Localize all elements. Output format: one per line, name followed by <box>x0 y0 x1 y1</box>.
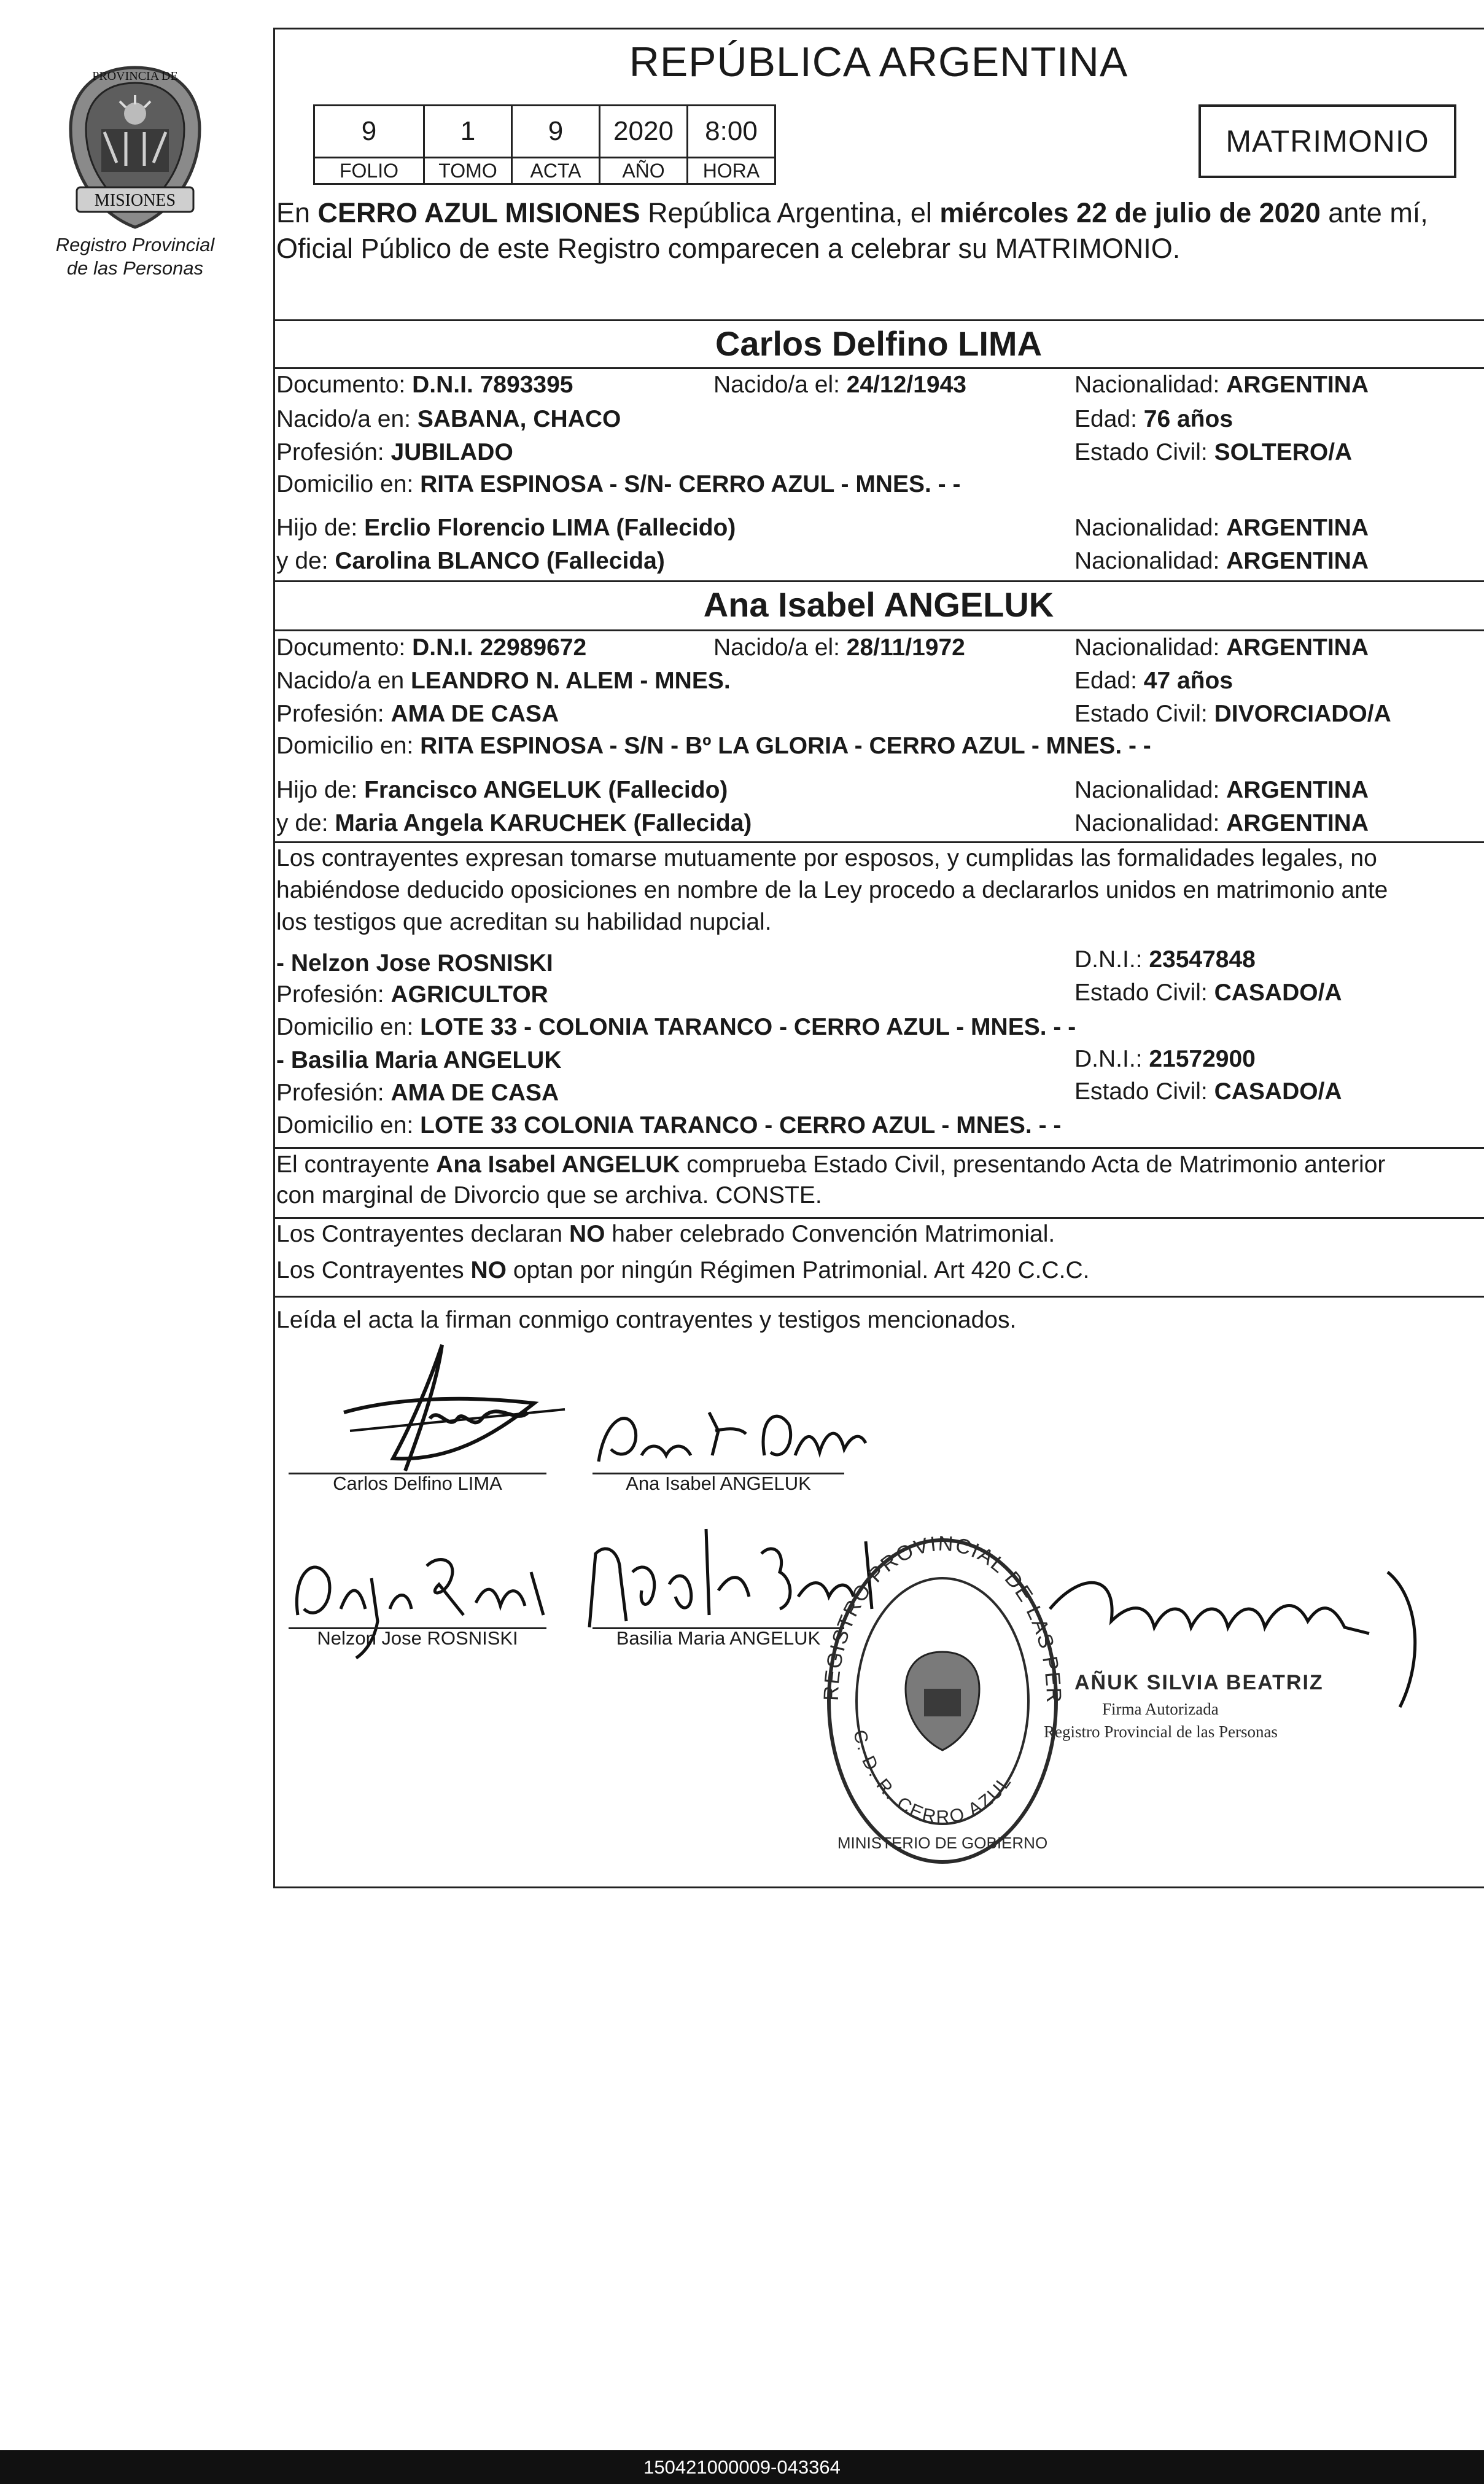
witness2-civil: Estado Civil: CASADO/A <box>1074 1078 1342 1105</box>
closing-text: Leída el acta la firman conmigo contrayentes y testigos mencionados. <box>276 1307 1017 1333</box>
spouse2-born: Nacido/a el: 28/11/1972 <box>713 634 965 661</box>
tomo-label: TOMO <box>424 158 512 184</box>
spouse2-father: Hijo de: Francisco ANGELUK (Fallecido) <box>276 777 728 803</box>
act-type-box: MATRIMONIO <box>1198 104 1456 178</box>
acta-label: ACTA <box>512 158 600 184</box>
stamp-inner-text: C. D. R. CERRO AZUL <box>849 1727 1016 1828</box>
stamp-official-role: Firma Autorizada <box>1102 1700 1219 1718</box>
declaration-line2: habiéndose deducido oposiciones en nombre de la Ley procedo a declararlos unidos en matrimonio ante <box>276 877 1388 903</box>
seal-caption-line1: Registro Provincial <box>55 234 215 255</box>
stamp-bottom-text: MINISTERIO DE GOBIERNO <box>837 1834 1048 1852</box>
intro-place: CERRO AZUL MISIONES <box>317 197 640 228</box>
intro-line2: Oficial Público de este Registro comparecen a celebrar su MATRIMONIO. <box>276 233 1181 264</box>
spouse2-prof: Profesión: AMA DE CASA <box>276 701 559 727</box>
spouse1-born: Nacido/a el: 24/12/1943 <box>713 372 966 398</box>
signature-ana <box>586 1394 881 1480</box>
spouse1-birthplace: Nacido/a en: SABANA, CHACO <box>276 406 621 432</box>
hora-label: HORA <box>688 158 775 184</box>
spouse1-nat: Nacionalidad: ARGENTINA <box>1074 372 1369 398</box>
divider <box>273 319 1484 321</box>
seal-caption <box>25 233 246 280</box>
folio-label: FOLIO <box>314 158 424 184</box>
registry-table <box>313 104 776 185</box>
spouse1-doc: Documento: D.N.I. 7893395 <box>276 372 573 398</box>
footer-code: 150421000009-043364 <box>0 2450 1484 2484</box>
signature-label-ana: Ana Isabel ANGELUK <box>626 1473 811 1494</box>
anio-label: AÑO <box>600 158 688 184</box>
divider <box>273 629 1484 631</box>
spouse1-name: Carlos Delfino LIMA <box>715 324 1043 363</box>
spouse2-birthplace: Nacido/a en LEANDRO N. ALEM - MNES. <box>276 668 731 694</box>
declaration-line1: Los contrayentes expresan tomarse mutuamente por esposos, y cumplidas las formalidades legales, no <box>276 845 1377 871</box>
divider <box>273 1296 1484 1298</box>
spouse1-prof: Profesión: JUBILADO <box>276 439 513 465</box>
signature-carlos <box>332 1333 589 1480</box>
intro-line1: En CERRO AZUL MISIONES República Argentina, el miércoles 22 de julio de 2020 ante mí, <box>276 197 1428 228</box>
seal-ring-top: PROVINCIA DE <box>92 69 178 83</box>
spouse2-civil: Estado Civil: DIVORCIADO/A <box>1074 701 1391 727</box>
spouse2-father-nat: Nacionalidad: ARGENTINA <box>1074 777 1369 803</box>
witness1-dni: D.N.I.: 23547848 <box>1074 946 1256 973</box>
spouse2-age: Edad: 47 años <box>1074 668 1233 694</box>
witness1-civil: Estado Civil: CASADO/A <box>1074 979 1342 1006</box>
divider <box>273 1147 1484 1149</box>
intro-date: miércoles 22 de julio de 2020 <box>939 197 1321 228</box>
province-seal-emblem <box>58 61 212 233</box>
official-stamp <box>795 1511 1081 1873</box>
declaration-line3: los testigos que acreditan su habilidad nupcial. <box>276 909 772 935</box>
spouse2-name: Ana Isabel ANGELUK <box>703 585 1054 624</box>
folio-value: 9 <box>314 106 424 158</box>
witness2-domicile: Domicilio en: LOTE 33 COLONIA TARANCO - CERRO AZUL - MNES. - - <box>276 1112 1062 1139</box>
anio-value: 2020 <box>600 106 688 158</box>
convention-line2: Los Contrayentes NO optan por ningún Régimen Patrimonial. Art 420 C.C.C. <box>276 1257 1090 1283</box>
divider <box>273 580 1484 582</box>
witness1-domicile: Domicilio en: LOTE 33 - COLONIA TARANCO - CERRO AZUL - MNES. - - <box>276 1014 1076 1040</box>
spouse2-doc: Documento: D.N.I. 22989672 <box>276 634 587 661</box>
spouse1-father-nat: Nacionalidad: ARGENTINA <box>1074 515 1369 541</box>
spouse1-mother: y de: Carolina BLANCO (Fallecida) <box>276 548 665 574</box>
witness1-prof: Profesión: AGRICULTOR <box>276 981 548 1008</box>
spouse1-domicile: Domicilio en: RITA ESPINOSA - S/N- CERRO AZUL - MNES. - - <box>276 471 961 497</box>
spouse1-age: Edad: 76 años <box>1074 406 1233 432</box>
spouse2-mother-nat: Nacionalidad: ARGENTINA <box>1074 810 1369 836</box>
signature-label-basilia: Basilia Maria ANGELUK <box>616 1627 821 1649</box>
spouse1-father: Hijo de: Erclio Florencio LIMA (Fallecido) <box>276 515 736 541</box>
tomo-value: 1 <box>424 106 512 158</box>
witness1-name: - Nelzon Jose ROSNISKI <box>276 950 553 976</box>
stamp-ring-text: REGISTRO PROVINCIAL DE LAS PERSONAS <box>795 1511 1066 1705</box>
acta-value: 9 <box>512 106 600 158</box>
stamp-official-name: AÑUK SILVIA BEATRIZ <box>1074 1671 1324 1694</box>
page-title: REPÚBLICA ARGENTINA <box>629 39 1129 85</box>
witness2-name: - Basilia Maria ANGELUK <box>276 1047 562 1073</box>
signature-label-nelzon: Nelzon Jose ROSNISKI <box>317 1627 518 1649</box>
spouse2-mother: y de: Maria Angela KARUCHEK (Fallecida) <box>276 810 752 836</box>
spouse1-mother-nat: Nacionalidad: ARGENTINA <box>1074 548 1369 574</box>
seal-caption-line2: de las Personas <box>66 257 204 279</box>
signature-label-carlos: Carlos Delfino LIMA <box>333 1473 502 1494</box>
spouse1-civil: Estado Civil: SOLTERO/A <box>1074 439 1353 465</box>
hora-value: 8:00 <box>688 106 775 158</box>
witness2-prof: Profesión: AMA DE CASA <box>276 1080 559 1106</box>
divider <box>273 367 1484 369</box>
convention-line1: Los Contrayentes declaran NO haber celebrado Convención Matrimonial. <box>276 1221 1055 1247</box>
civil-status-note-line2: con marginal de Divorcio que se archiva. CONSTE. <box>276 1182 822 1209</box>
spouse2-nat: Nacionalidad: ARGENTINA <box>1074 634 1369 661</box>
seal-ring-bottom: MISIONES <box>94 191 176 210</box>
spouse2-domicile: Domicilio en: RITA ESPINOSA - S/N - Bº LA GLORIA - CERRO AZUL - MNES. - - <box>276 733 1151 759</box>
civil-status-note-line1: El contrayente Ana Isabel ANGELUK comprueba Estado Civil, presentando Acta de Matrimonio anterior <box>276 1151 1386 1178</box>
witness2-dni: D.N.I.: 21572900 <box>1074 1046 1256 1072</box>
stamp-official-org: Registro Provincial de las Personas <box>1044 1723 1278 1741</box>
